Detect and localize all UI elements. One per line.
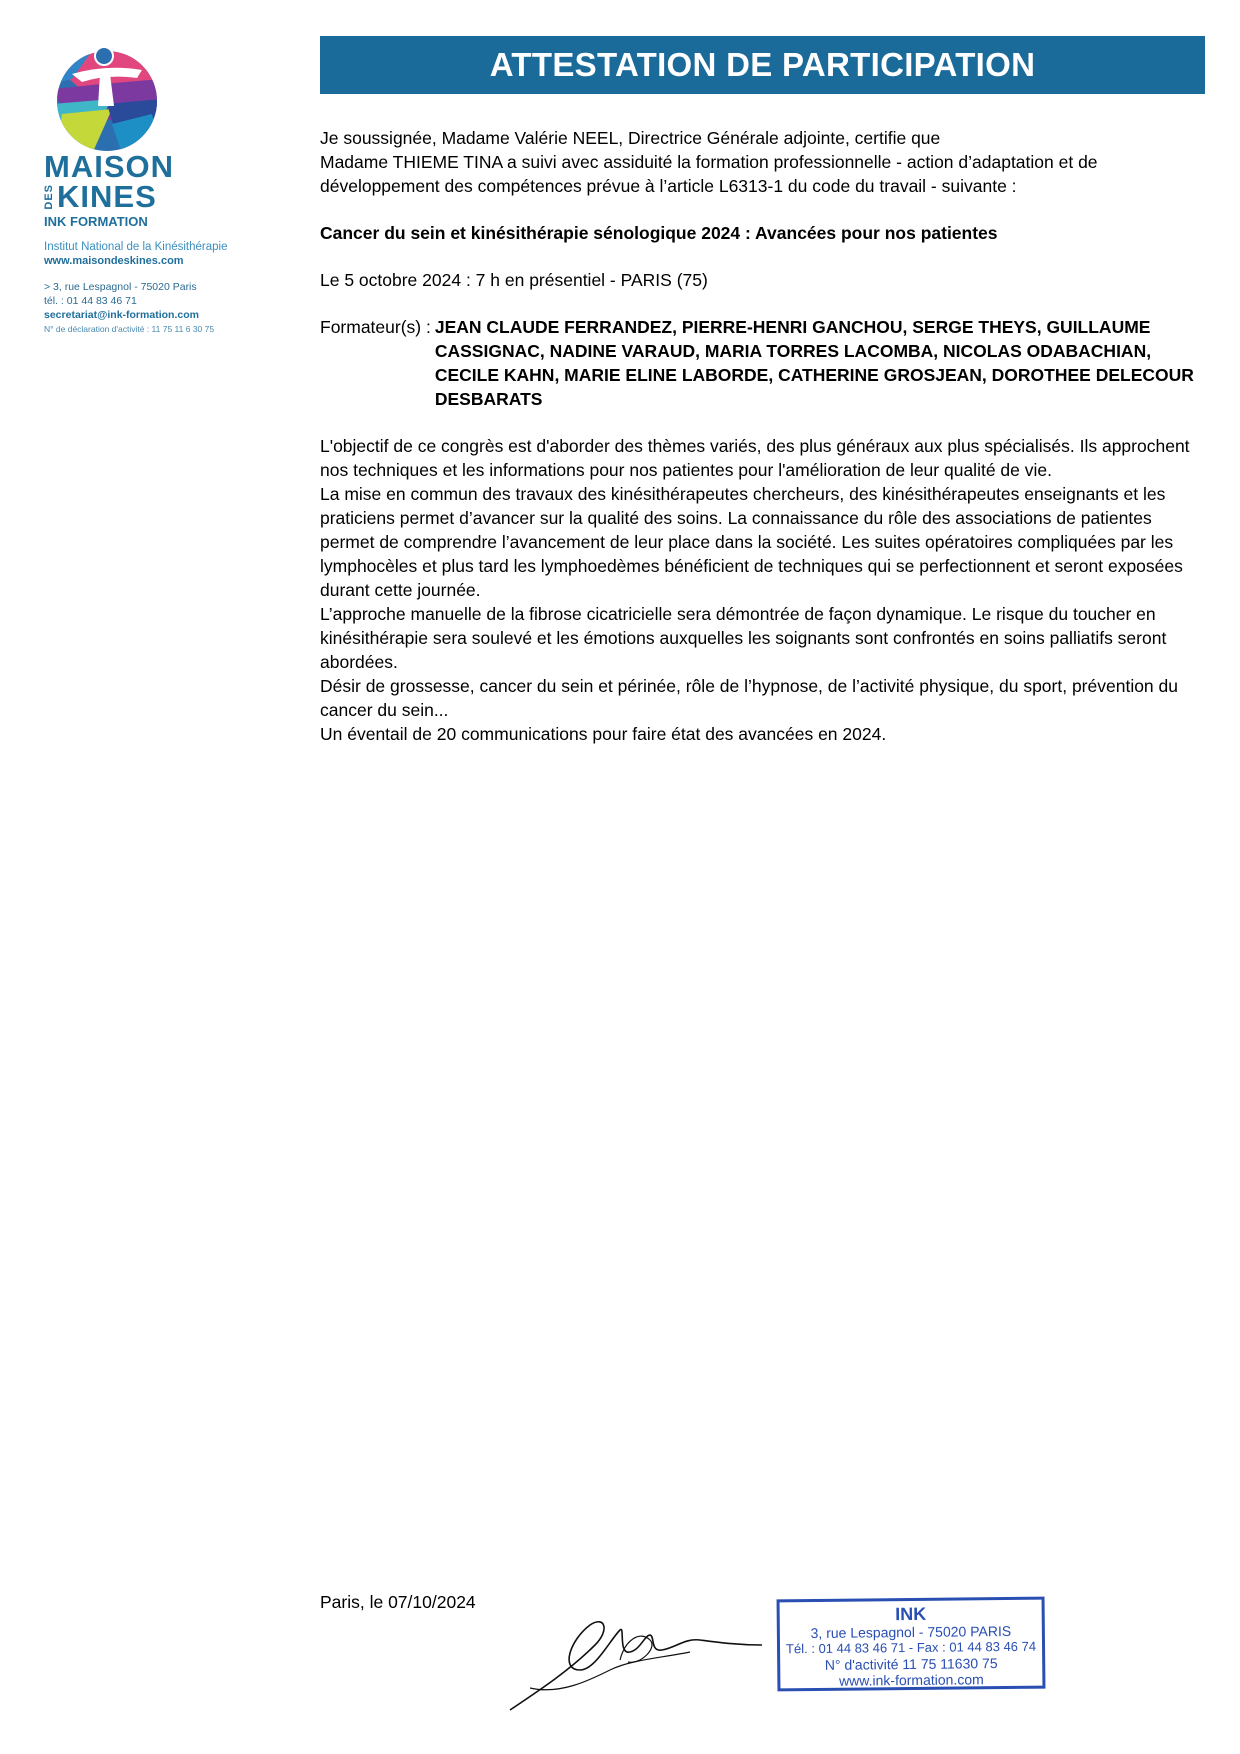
description-paragraph: La mise en commun des travaux des kinésithérapeutes chercheurs, des kinésithérapeutes enseignants et les praticiens permet d’avancer sur la qualité des soins. La connaissance du rôle des associations de patientes permet de comprendre l’avancement de leur place dans la société. Les suites opératoires compliquées par les lymphocèles et plus tard les lymphoedèmes bénéficient de techniques qui se perfectionnent et seront exposées durant cette journée. (320, 484, 1183, 600)
maison-des-kines-logo-icon (52, 44, 162, 154)
company-stamp (777, 1597, 1046, 1692)
intro-line-1: Je soussignée, Madame Valérie NEEL, Directrice Générale adjointe, certifie que (320, 128, 941, 148)
email-link[interactable]: secretariat@ink-formation.com (44, 309, 199, 321)
brand-subtitle: INK FORMATION (44, 214, 148, 229)
attestation-body (320, 126, 1200, 746)
stamp-address: 3, rue Lespagnol - 75020 PARIS (810, 1622, 1012, 1642)
sidebar-contact-block (44, 240, 264, 336)
place-and-date: Paris, le 07/10/2024 (320, 1592, 476, 1612)
description-paragraph: Désir de grossesse, cancer du sein et périnée, rôle de l’hypnose, de l’activité physique, du sport, prévention du cancer du sein... (320, 676, 1178, 720)
stamp-activity: N° d'activité 11 75 11630 75 (824, 1655, 998, 1673)
institute-name: Institut National de la Kinésithérapie (44, 241, 228, 253)
declaration-number: N° de déclaration d'activité : 11 75 11 6 30 75 (44, 324, 215, 334)
description-paragraph: L’approche manuelle de la fibrose cicatricielle sera démontrée de façon dynamique. Le risque du toucher en kinésithérapie sera soulevé et les émotions auxquelles les soignants sont confrontés en soins palliatifs seront abordées. (320, 604, 1167, 672)
website-link[interactable]: www.maisondeskines.com (44, 255, 184, 267)
stamp-contact: Tél. : 01 44 83 46 71 - Fax : 01 44 83 46 74 (785, 1638, 1037, 1657)
trainers-list: JEAN CLAUDE FERRANDEZ, PIERRE-HENRI GANCHOU, SERGE THEYS, GUILLAUME CASSIGNAC, NADINE VARAUD, MARIA TORRES LACOMBA, NICOLAS ODABACHIAN, CECILE KAHN, MARIE ELINE LABORDE, CATHERINE GROSJEAN, DOROTHEE DELECOUR DESBARATS (434, 317, 1194, 409)
intro-line-2: Madame THIEME TINA a suivi avec assiduité la formation professionnelle - action d’adaptation et de développement des compétences prévue à l’article L6313-1 du code du travail - suivante : (320, 152, 1098, 196)
stamp-name: INK (895, 1603, 927, 1625)
phone: tél. : 01 44 83 46 71 (44, 295, 137, 307)
course-title: Cancer du sein et kinésithérapie sénologique 2024 : Avancées pour nos patientes (320, 223, 998, 243)
brand-des: DES (43, 184, 55, 210)
brand-wordmark (43, 149, 234, 229)
brand-line-kines: KINES (57, 179, 157, 214)
page-title: ATTESTATION DE PARTICIPATION (320, 36, 1205, 94)
trainers-label: Formateur(s) : (320, 317, 431, 337)
description-paragraph: Un éventail de 20 communications pour faire état des avancées en 2024. (320, 724, 887, 744)
stamp-website: www.ink-formation.com (838, 1671, 984, 1689)
address: > 3, rue Lespagnol - 75020 Paris (44, 281, 197, 293)
trainers-block (320, 315, 1200, 411)
handwritten-signature-icon (500, 1600, 770, 1720)
description-paragraph: L'objectif de ce congrès est d'aborder des thèmes variés, des plus généraux aux plus spécialisés. Ils approchent nos techniques et les informations pour nos patientes pour l'amélioration de leur qualité de vie. (320, 436, 1190, 480)
brand-line-maison: MAISON (44, 149, 174, 184)
date-line: Le 5 octobre 2024 : 7 h en présentiel - PARIS (75) (320, 270, 708, 290)
